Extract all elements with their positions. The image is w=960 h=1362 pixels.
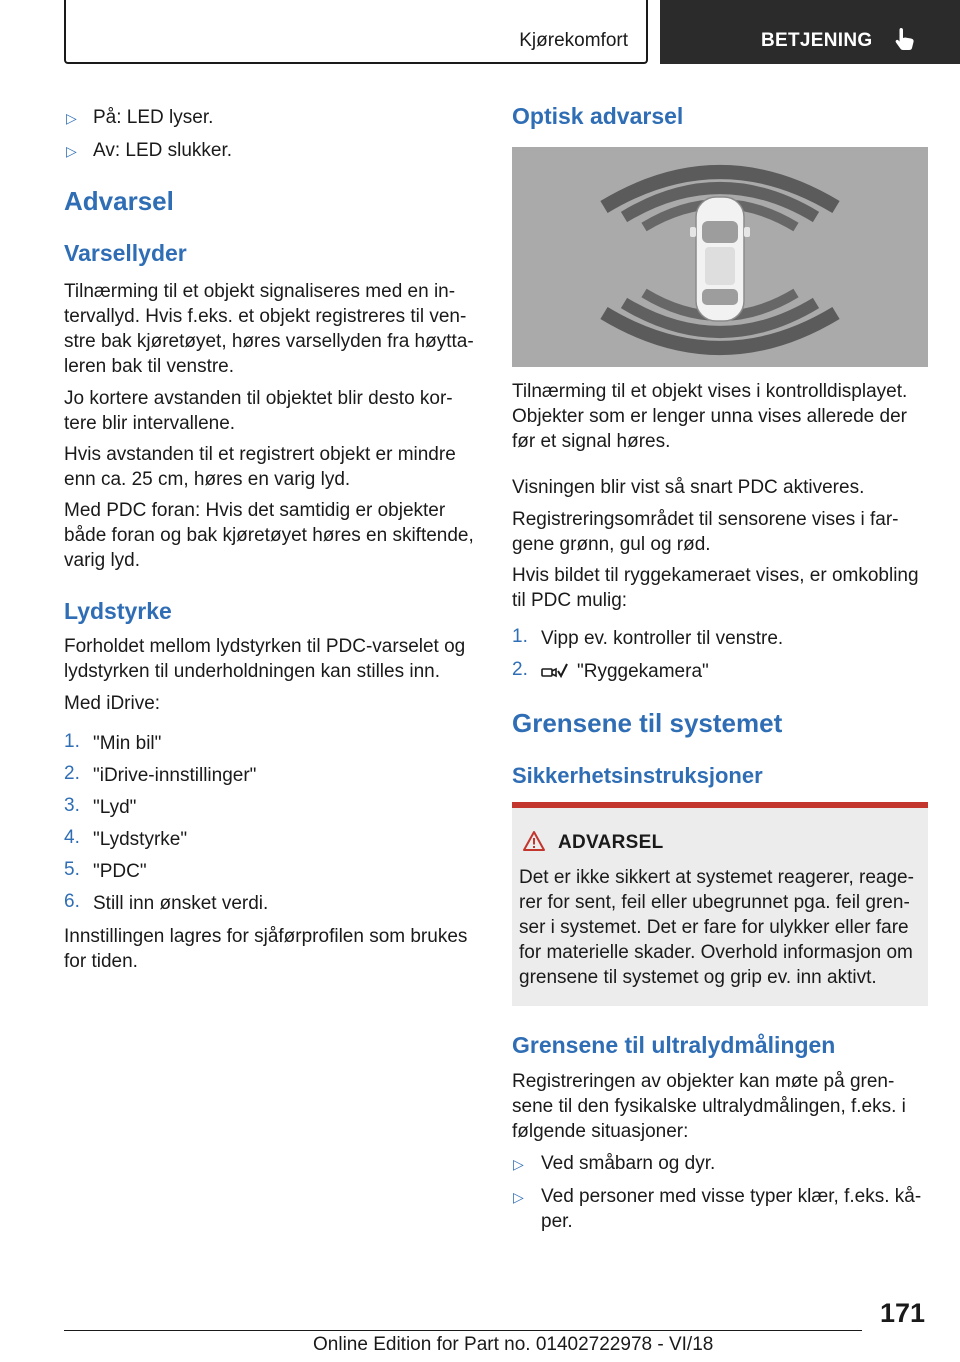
text-line: Objekter som er lenger unna vises allerede der (512, 406, 907, 427)
text-line: til PDC mulig: (512, 590, 628, 611)
bullet-small-children: Ved småbarn og dyr. (541, 1153, 716, 1174)
text-line: Hvis bildet til ryggekameraet vises, er omkobling (512, 565, 919, 586)
step-text: Vipp ev. kontroller til venstre. (541, 628, 784, 649)
text-line: leren bak til venstre. (64, 356, 235, 377)
pdc-display-image (512, 147, 928, 367)
text-line: gene grønn, gul og rød. (512, 534, 711, 555)
step-text: "Lyd" (93, 797, 137, 818)
step-number: 1. (512, 626, 528, 647)
text-line: Forholdet mellom lydstyrken til PDC-varselet og (64, 636, 466, 657)
page-number: 171 (880, 1298, 926, 1328)
heading-grensene-ultralyd: Grensene til ultralydmålingen (512, 1032, 836, 1058)
bullet-led-on: På: LED lyser. (93, 107, 214, 128)
bullet-clothing (541, 1184, 921, 1234)
text-line: Innstillingen lagres for sjåførprofilen som brukes (64, 926, 468, 947)
text-line: Med PDC foran: Hvis det samtidig er objekter (64, 500, 446, 521)
text-line: varig lyd. (64, 550, 141, 571)
bullet-marker: ▷ (66, 110, 77, 126)
text-line: stre bak kjøretøyet, høres varsellyden fra høytta‐ (64, 331, 474, 352)
step-number: 6. (64, 891, 80, 912)
chapter-tab[interactable] (660, 0, 960, 64)
camera-icon (540, 662, 568, 682)
lydstyrke-paragraph (64, 634, 465, 684)
step-number: 1. (64, 731, 80, 752)
bullet-marker: ▷ (513, 1156, 524, 1172)
text-line: for tiden. (64, 951, 138, 972)
warning-text (519, 865, 914, 990)
constant-sound-paragraph (64, 442, 456, 492)
heading-grensene-systemet: Grensene til systemet (512, 708, 783, 738)
footer-divider (64, 1330, 862, 1331)
footer-edition: Online Edition for Part no. 01402722978 - VI/18 (313, 1334, 714, 1355)
ultralyd-paragraph (512, 1069, 906, 1144)
text-line: enn ca. 25 cm, høres en varig lyd. (64, 469, 351, 490)
colors-paragraph (512, 507, 899, 557)
text-line: Tilnærming til et objekt signaliseres med en in‐ (64, 281, 456, 302)
text-line: Hvis avstanden til et registrert objekt er mindre (64, 444, 456, 465)
step-text: "Ryggekamera" (577, 661, 709, 682)
heading-optisk-advarsel: Optisk advarsel (512, 103, 684, 129)
warning-title: ADVARSEL (558, 832, 664, 853)
step-text: "iDrive-innstillinger" (93, 765, 257, 786)
text-line: Det er ikke sikkert at systemet reagerer, reage‐ (519, 867, 914, 888)
text-line: lydstyrken til underholdningen kan stilles inn. (64, 661, 440, 682)
hand-pointer-icon (892, 26, 918, 52)
heading-sikkerhetsinstruksjoner: Sikkerhetsinstruksjoner (512, 763, 763, 788)
text-line: Ved personer med visse typer klær, f.eks. kå‐ (541, 1186, 922, 1207)
text-line: Tilnærming til et objekt vises i kontrolldisplayet. (512, 381, 908, 402)
bullet-marker: ▷ (66, 143, 77, 159)
text-line: rer for sent, feil eller ubegrunnet pga. feil gren‐ (519, 892, 910, 913)
step-number: 2. (64, 763, 80, 784)
warning-triangle-icon (522, 830, 546, 852)
text-line: Jo kortere avstanden til objektet blir desto kor‐ (64, 388, 453, 409)
text-line: per. (541, 1211, 573, 1232)
bullet-led-off: Av: LED slukker. (93, 140, 233, 161)
saved-paragraph (64, 924, 467, 974)
visning-line: Visningen blir vist så snart PDC aktiveres. (512, 477, 865, 498)
optisk-paragraph (512, 379, 907, 454)
step-number: 2. (512, 659, 528, 680)
text-line: ser i systemet. Det er fare for ulykker eller fare (519, 917, 909, 938)
text-line: både foran og bak kjøretøyet høres en skiftende, (64, 525, 474, 546)
step-text: "Lydstyrke" (93, 829, 188, 850)
step-text: "Min bil" (93, 733, 162, 754)
text-line: tervallyd. Hvis f.eks. et objekt registreres til ven‐ (64, 306, 467, 327)
text-line: tere blir intervallene. (64, 413, 236, 434)
distance-paragraph (64, 386, 453, 436)
bullet-marker: ▷ (513, 1189, 524, 1205)
text-line: grensene til systemet og grip ev. inn aktivt. (519, 967, 877, 988)
section-title: Kjørekomfort (519, 30, 628, 51)
step-number: 4. (64, 827, 80, 848)
text-line: Registreringsområdet til sensorene vises i far‐ (512, 509, 899, 530)
camera-paragraph (512, 563, 919, 613)
idrive-intro: Med iDrive: (64, 693, 161, 714)
step-text: Still inn ønsket verdi. (93, 893, 269, 914)
text-line: for materielle skader. Overhold informasjon om (519, 942, 913, 963)
step-number: 5. (64, 859, 80, 880)
header-section-box (64, 0, 648, 64)
chapter-label: BETJENING (761, 30, 873, 51)
text-line: følgende situasjoner: (512, 1121, 689, 1142)
warning-box (512, 802, 928, 1006)
text-line: Registreringen av objekter kan møte på gren‐ (512, 1071, 895, 1092)
pdc-front-paragraph (64, 498, 474, 573)
pdc-car-illustration (512, 147, 928, 367)
step-number: 3. (64, 795, 80, 816)
varsellyder-paragraph (64, 279, 474, 379)
heading-lydstyrke: Lydstyrke (64, 598, 172, 624)
heading-varsellyder: Varsellyder (64, 240, 187, 266)
text-line: før et signal høres. (512, 431, 671, 452)
step-text: "PDC" (93, 861, 147, 882)
heading-advarsel: Advarsel (64, 186, 174, 216)
text-line: sene til den fysikalske ultralydmålingen, f.eks. i (512, 1096, 906, 1117)
